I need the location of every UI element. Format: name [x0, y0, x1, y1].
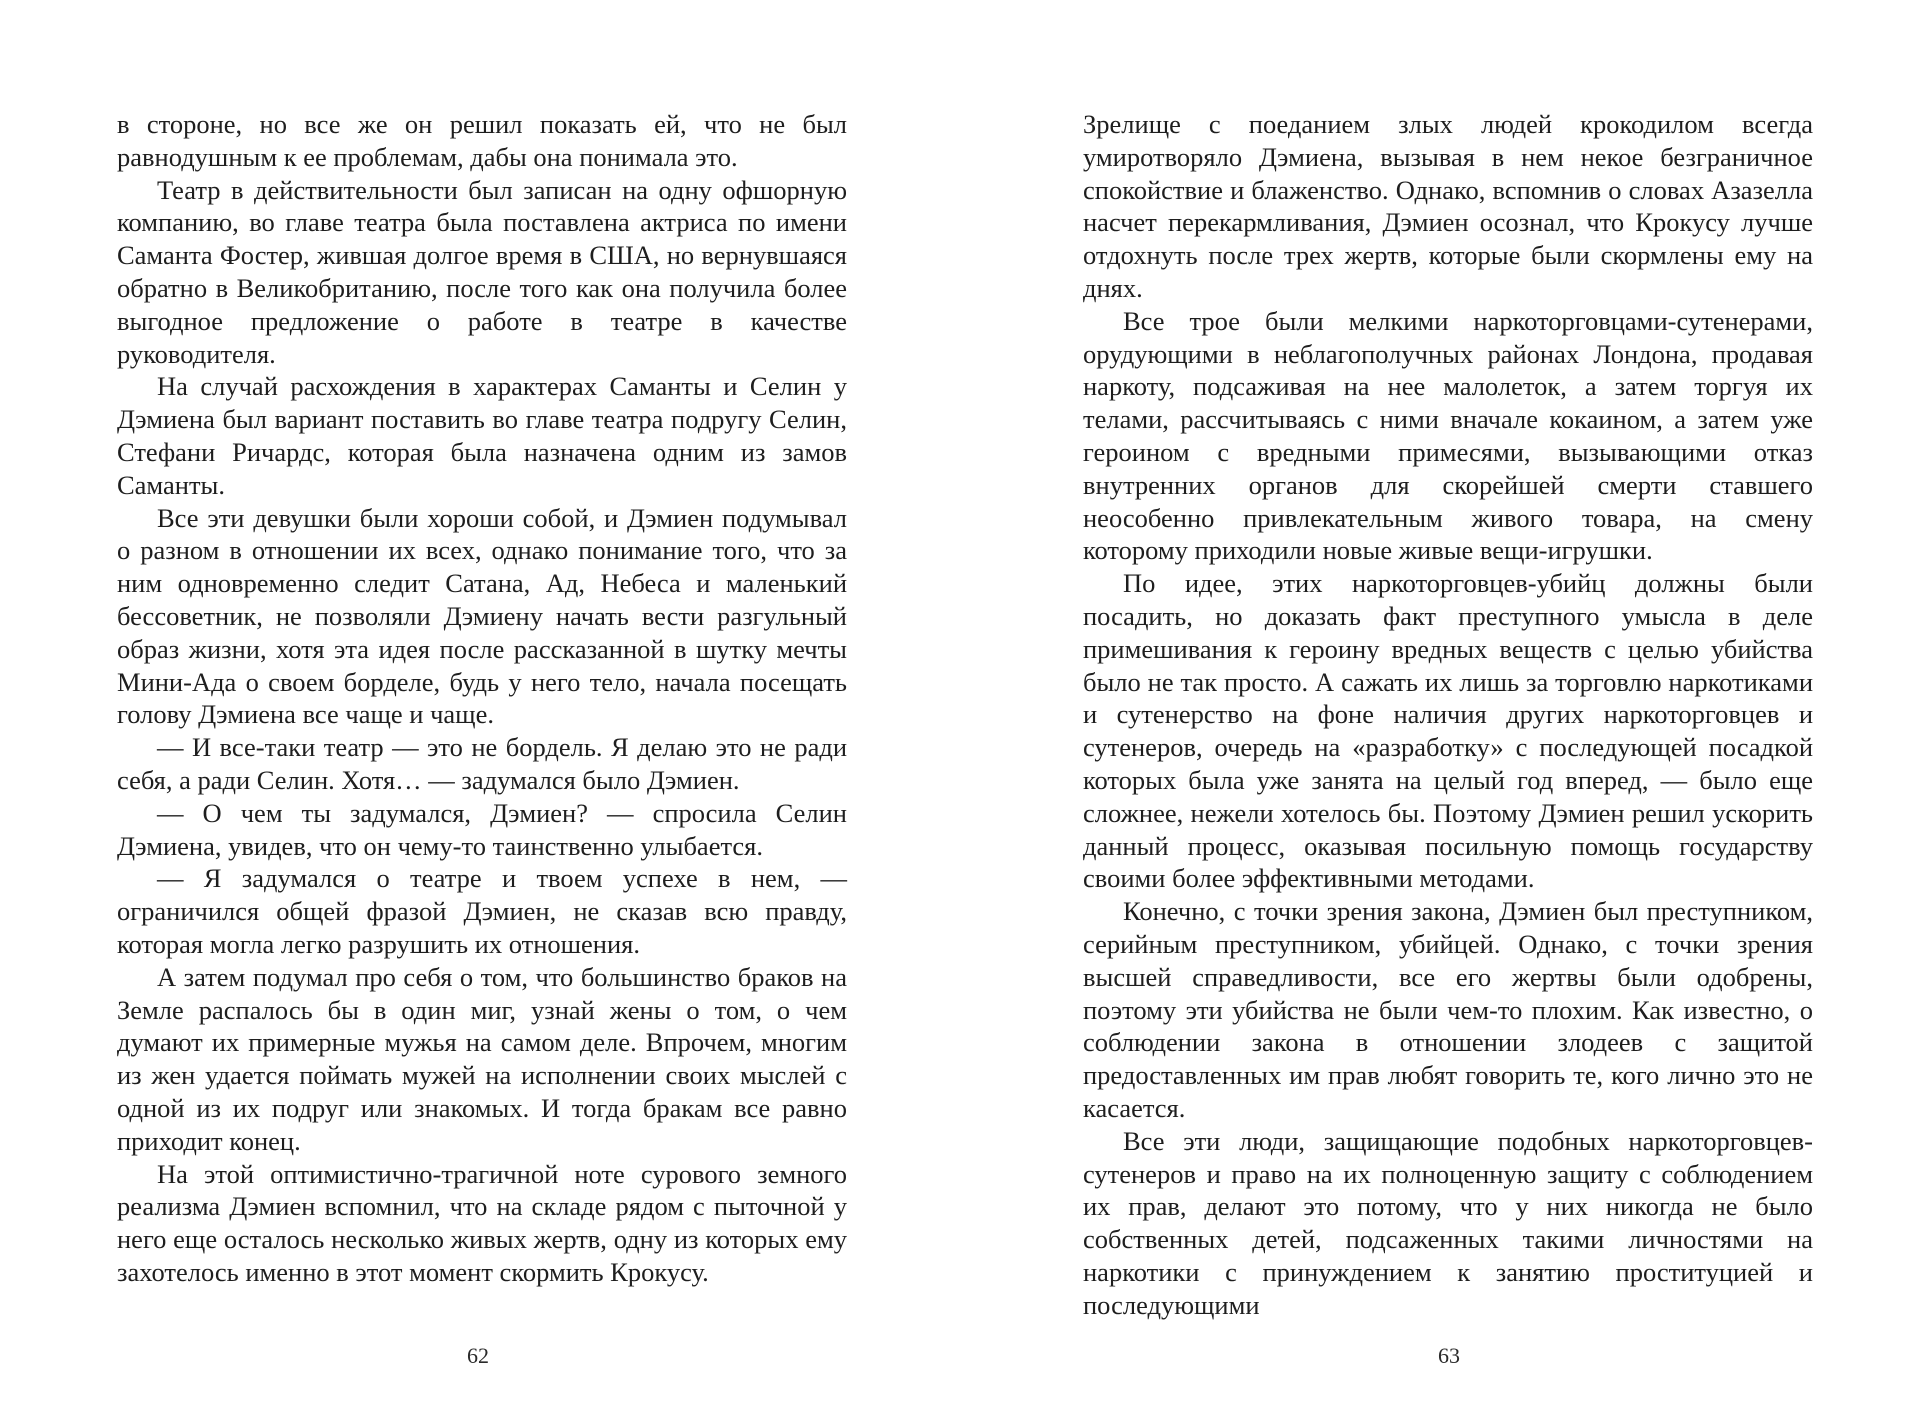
left-page-text — [117, 108, 847, 1289]
paragraph: в стороне, но все же он решил показать ей, что не был равнодушным к ее проблемам, дабы она понимала это. — [117, 109, 847, 172]
paragraph: По идее, этих наркоторговцев-убийц должны были посадить, но доказать факт преступного умысла в деле примешивания к героину вредных веществ с целью убийства было не так просто. А сажать их лишь за торговлю наркотиками и сутенерство на фоне наличия других наркоторговцев и сутенеров, очередь на «разработку» с последующей посадкой которых была уже занята на целый год вперед, — было еще сложнее, нежели хотелось бы. Поэтому Дэмиен решил ускорить данный процесс, оказывая посильную помощь государству своими более эффективными методами. — [1083, 568, 1813, 894]
paragraph: — О чем ты задумался, Дэмиен? — спросила Селин Дэмиена, увидев, что он чему-то таинственно улыбается. — [117, 797, 847, 861]
right-page-text — [1083, 108, 1813, 1321]
paragraph: — Я задумался о театре и твоем успехе в нем, — ограничился общей фразой Дэмиен, не сказав всю правду, которая могла легко разрушить их отношения. — [117, 863, 847, 959]
paragraph: На случай расхождения в характерах Саманты и Селин у Дэмиена был вариант поставить во главе театра подругу Селин, Стефани Ричардс, которая была назначена одним из замов Саманты. — [117, 371, 847, 500]
left-page-number: 62 — [467, 1343, 489, 1368]
paragraph: Все эти люди, защищающие подобных наркоторговцев-сутенеров и право на их полноценную защиту с соблюдением их прав, делают это потому, что у них никогда не было собственных детей, подсаженных такими личностями на наркотики с принуждением к занятию проституцией и последующими — [1083, 1125, 1813, 1320]
paragraph: Все эти девушки были хороши собой, и Дэмиен подумывал о разном в отношении их всех, однако понимание того, что за ним одновременно следит Сатана, Ад, Небеса и маленький бессоветник, не позволяли Дэмиену начать вести разгульный образ жизни, хотя эта идея после рассказанной в шутку мечты Мини-Ада о своем борделе, будь у него тело, начала посещать голову Дэмиена все чаще и чаще. — [117, 502, 847, 730]
paragraph: Все трое были мелкими наркоторговцами-сутенерами, орудующими в неблагополучных районах Лондона, продавая наркоту, подсаживая на нее малолеток, а затем торгуя их телами, рассчитываясь с ними вначале кокаином, а затем уже героином с вредными примесями, вызывающими отказ внутренних органов для скорейшей смерти ставшего неособенно привлекательным живого товара, на смену которому приходили новые живые вещи-игрушки. — [1083, 305, 1813, 566]
paragraph: Зрелище с поеданием злых людей крокодилом всегда умиротворяло Дэмиена, вызывая в нем некое безграничное спокойствие и блаженство. Однако, вспомнив о словах Азазелла насчет перекармливания, Дэмиен осознал, что Крокусу лучше отдохнуть после трех жертв, которые были скормлены ему на днях. — [1083, 109, 1813, 303]
paragraph: На этой оптимистично-трагичной ноте сурового земного реализма Дэмиен вспомнил, что на складе рядом с пыточной у него еще осталось несколько живых жертв, одну из которых ему захотелось именно в этот момент скормить Крокусу. — [117, 1158, 847, 1287]
paragraph: Конечно, с точки зрения закона, Дэмиен был преступником, серийным преступником, убийцей. Однако, с точки зрения высшей справедливости, все его жертвы были одобрены, поэтому эти убийства не были чем-то плохим. Как известно, о соблюдении закона в отношении злодеев с защитой предоставленных им прав любят говорить те, кого лично это не касается. — [1083, 896, 1813, 1123]
paragraph: А затем подумал про себя о том, что большинство браков на Земле распалось бы в один миг, узнай жены о том, о чем думают их примерные мужья на самом деле. Впрочем, многим из жен удается поймать мужей на исполнении своих мыслей с одной из их подруг или знакомых. И тогда бракам все равно приходит конец. — [117, 961, 847, 1156]
right-page-number: 63 — [1438, 1343, 1460, 1368]
paragraph: — И все-таки театр — это не бордель. Я делаю это не ради себя, а ради Селин. Хотя… — задумался было Дэмиен. — [117, 732, 847, 795]
paragraph: Театр в действительности был записан на одну офшорную компанию, во главе театра была поставлена актриса по имени Саманта Фостер, жившая долгое время в США, но вернувшаяся обратно в Великобританию, после того как она получила более выгодное предложение о работе в театре в качестве руководителя. — [117, 174, 847, 369]
